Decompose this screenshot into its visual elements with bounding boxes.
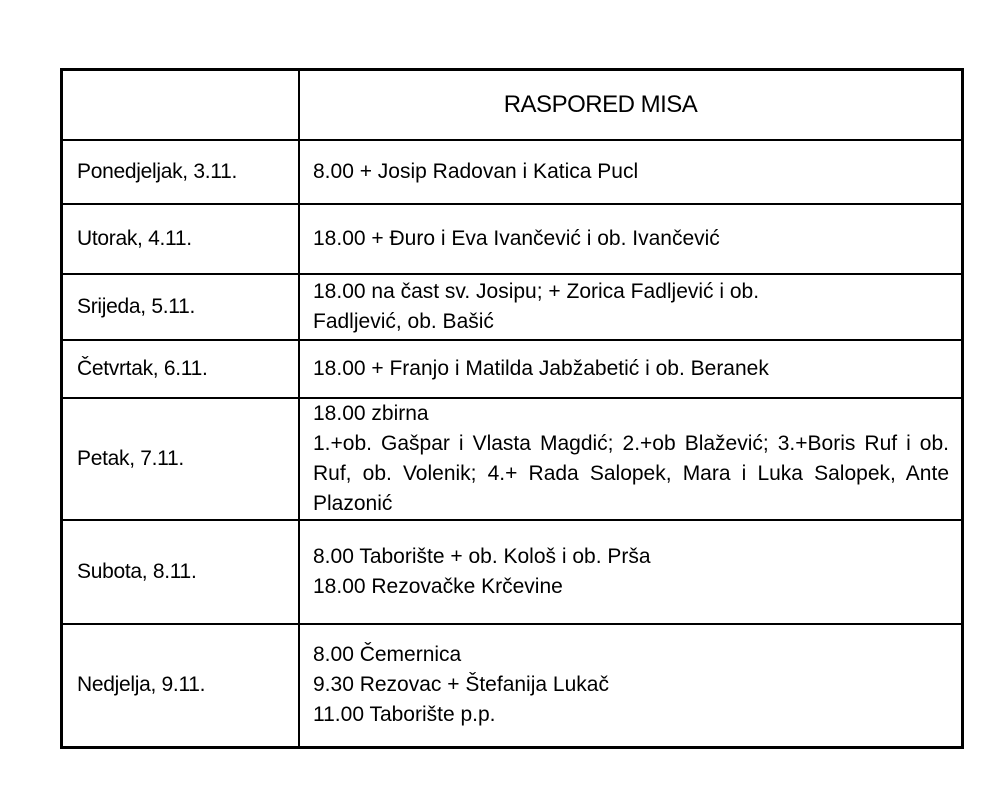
mass-entries [299, 624, 963, 748]
day-label: Četvrtak, 6.11. [62, 340, 300, 398]
mass-line: 18.00 + Đuro i Eva Ivančević i ob. Ivančević [313, 226, 720, 250]
mass-intentions-paragraph: 1.+ob. Gašpar i Vlasta Magdić; 2.+ob Blažević; 3.+Boris Ruf i ob. Ruf, ob. Volenik; 4.+ Rada Salopek, Mara i Luka Salopek, Ante Plazonić [313, 431, 949, 515]
mass-line: 18.00 Rezovačke Krčevine [313, 574, 563, 598]
mass-line: 8.00 Taborište + ob. Kološ i ob. Prša [313, 544, 651, 568]
mass-line: 11.00 Taborište p.p. [313, 703, 496, 727]
mass-entries [299, 140, 963, 204]
mass-line: 9.30 Rezovac + Štefanija Lukač [313, 673, 609, 697]
mass-line: Fadljević, ob. Bašić [313, 309, 494, 333]
table-row [62, 398, 963, 520]
table-row [62, 274, 963, 340]
mass-line: 18.00 na čast sv. Josipu; + Zorica Fadljević i ob. [313, 279, 760, 303]
table-row [62, 340, 963, 398]
mass-line: 8.00 + Josip Radovan i Katica Pucl [313, 159, 639, 183]
day-label: Subota, 8.11. [62, 520, 300, 624]
mass-entries [299, 204, 963, 274]
mass-line: 8.00 Čemernica [313, 643, 462, 667]
mass-schedule-table [60, 68, 964, 749]
mass-entries [299, 520, 963, 624]
day-label: Nedjelja, 9.11. [62, 624, 300, 748]
day-label: Ponedjeljak, 3.11. [62, 140, 300, 204]
table-header-row [62, 70, 963, 140]
table-row [62, 624, 963, 748]
day-label: Srijeda, 5.11. [62, 274, 300, 340]
day-label: Utorak, 4.11. [62, 204, 300, 274]
table-row [62, 520, 963, 624]
header-corner-cell [62, 70, 300, 140]
mass-entries [299, 274, 963, 340]
table-row [62, 204, 963, 274]
table-title: RASPORED MISA [299, 70, 963, 140]
mass-line: 18.00 zbirna [313, 401, 429, 425]
mass-entries [299, 398, 963, 520]
mass-line: 18.00 + Franjo i Matilda Jabžabetić i ob. Beranek [313, 356, 769, 380]
mass-entries [299, 340, 963, 398]
day-label: Petak, 7.11. [62, 398, 300, 520]
table-row [62, 140, 963, 204]
